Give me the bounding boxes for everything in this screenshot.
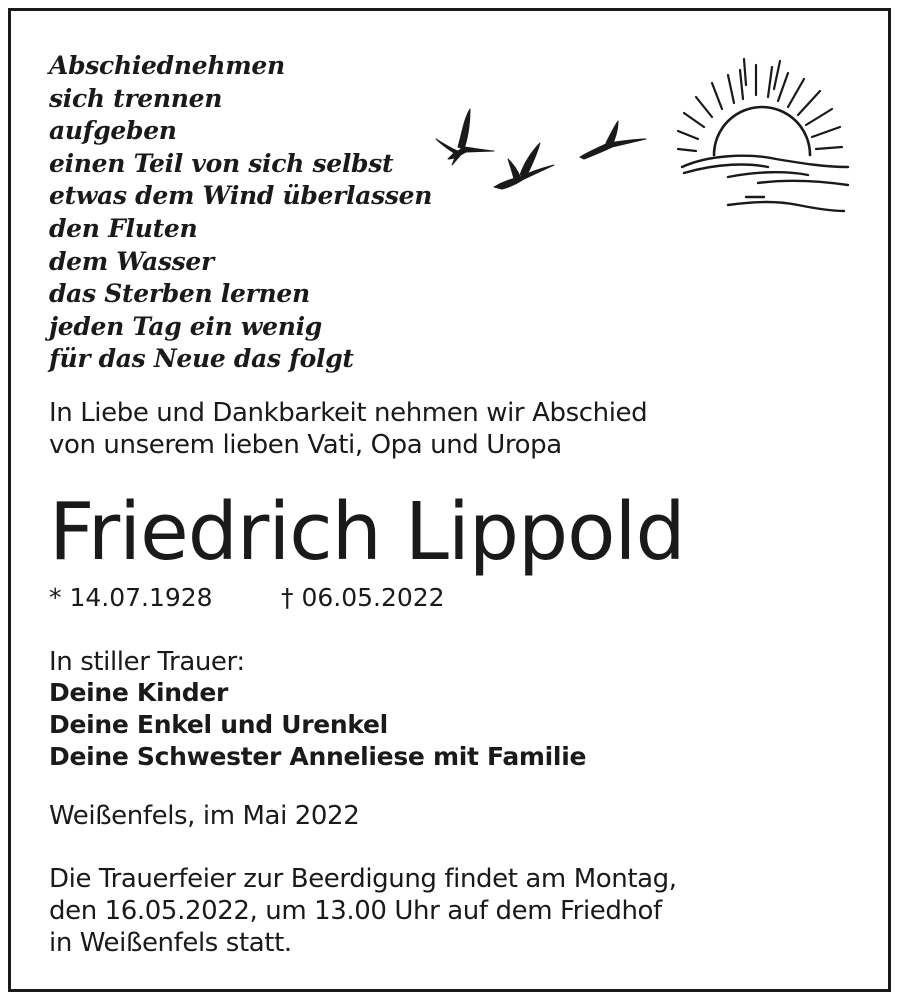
birth-date: * 14.07.1928	[49, 583, 213, 612]
poem	[49, 50, 432, 376]
funeral-line: den 16.05.2022, um 13.00 Uhr auf dem Friedhof	[49, 896, 662, 926]
death-date: † 06.05.2022	[281, 583, 445, 612]
flying-bird-icon	[436, 109, 494, 165]
mourner: Deine Kinder	[49, 678, 229, 707]
mourner: Deine Enkel und Urenkel	[49, 710, 388, 739]
funeral-line: in Weißenfels statt.	[49, 928, 292, 958]
place-date: Weißenfels, im Mai 2022	[49, 801, 360, 831]
intro-line: In Liebe und Dankbarkeit nehmen wir Abschied	[49, 398, 648, 428]
intro-line: von unserem lieben Vati, Opa und Uropa	[49, 430, 562, 460]
hills	[682, 156, 848, 211]
poem-line: Abschiednehmen	[49, 51, 285, 80]
poem-line: für das Neue das folgt	[49, 344, 354, 374]
life-dates	[49, 582, 445, 614]
poem-line: einen Teil von sich selbst	[49, 148, 394, 178]
mourning-label: In stiller Trauer:	[49, 647, 245, 677]
birds-and-sunrise-icon	[428, 55, 868, 220]
deceased-name: Friedrich Lippold	[49, 486, 685, 578]
poem-line: dem Wasser	[49, 246, 214, 276]
poem-line: den Fluten	[49, 213, 198, 243]
funeral-notice	[49, 863, 677, 959]
sun-icon	[714, 107, 810, 155]
intro-text	[49, 397, 647, 461]
poem-line: jeden Tag ein wenig	[49, 311, 322, 341]
funeral-line: Die Trauerfeier zur Beerdigung findet am Montag,	[49, 864, 677, 894]
flying-bird-icon	[494, 143, 554, 189]
sun-rays	[678, 59, 842, 151]
poem-line: sich trennen	[49, 83, 223, 113]
mourner: Deine Schwester Anneliese mit Familie	[49, 742, 587, 771]
poem-line: das Sterben lernen	[49, 279, 310, 309]
poem-line: etwas dem Wind überlassen	[49, 181, 433, 211]
poem-line: aufgeben	[49, 116, 177, 146]
flying-bird-icon	[580, 121, 646, 159]
mourners-list	[49, 677, 586, 773]
